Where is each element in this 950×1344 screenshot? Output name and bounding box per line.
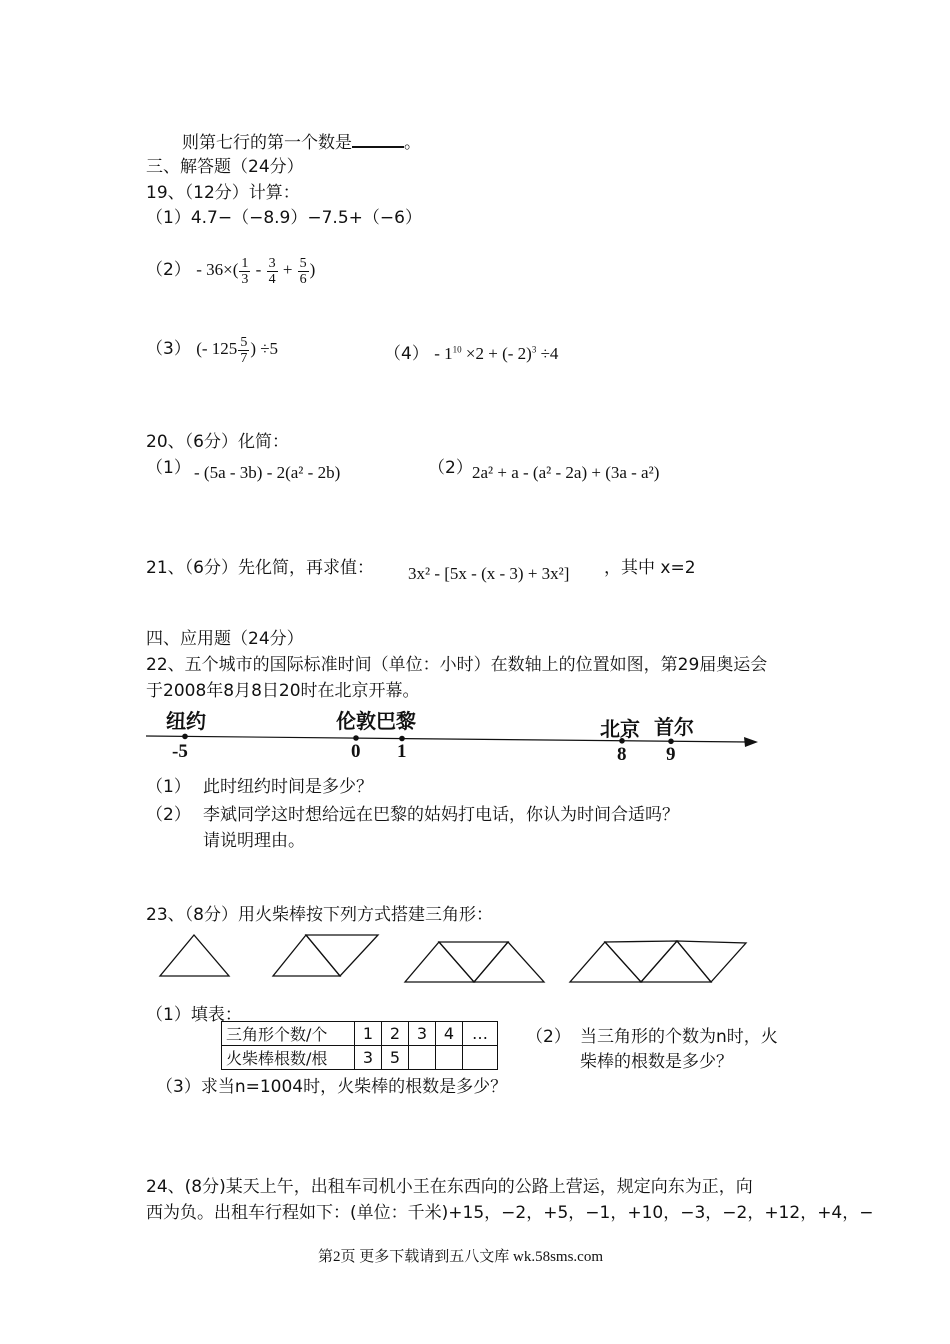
q19-part1: （1）4.7−（−8.9）−7.5+（−6）	[146, 208, 422, 228]
triangle-pattern-4	[570, 941, 746, 982]
term-b: ×2 + (- 2)	[461, 344, 532, 363]
table-cell: 2	[382, 1022, 409, 1046]
table-cell-blank	[436, 1046, 463, 1070]
q19-part2	[146, 255, 315, 287]
table-cell: 1	[355, 1022, 382, 1046]
tick-london: 0	[351, 741, 361, 762]
q20-title: 20、（6分）化简：	[146, 432, 289, 452]
q23-part2-line1: 当三角形的个数为n时，火	[580, 1027, 778, 1047]
q19-part2-expr	[196, 255, 316, 287]
city-seoul: 首尔	[654, 715, 694, 739]
q22-line2: 于2008年8月8日20时在北京开幕。	[146, 681, 420, 701]
table-cell: 5	[382, 1046, 409, 1070]
city-london-paris: 伦敦巴黎	[336, 709, 416, 733]
q21-expr: 3x² - [5x - (x - 3) + 3x²]	[408, 564, 570, 583]
fraction-1-3	[239, 256, 250, 287]
q18-tail	[182, 128, 421, 153]
den: 7	[240, 350, 248, 366]
city-beijing: 北京	[600, 717, 640, 741]
num: 5	[240, 334, 248, 350]
q22-q2: 李斌同学这时想给远在巴黎的姑妈打电话，你认为时间合适吗？	[203, 805, 679, 825]
q19-part3-expr	[196, 334, 279, 366]
expr-post: )	[309, 260, 316, 279]
q20-part1-expr: - (5a - 3b) - 2(a² - 2b)	[194, 463, 341, 482]
section3-title: 三、解答题（24分）	[146, 157, 304, 177]
triangle-pattern-1	[160, 935, 229, 976]
q19-part4	[384, 339, 558, 364]
expr-post: ) ÷5	[250, 339, 279, 358]
q19-part4-expr	[434, 344, 558, 363]
term-a: - 1	[434, 344, 453, 363]
table-cell: 3	[409, 1022, 436, 1046]
q19-title: 19、（12分）计算：	[146, 183, 300, 203]
num: 5	[299, 255, 307, 271]
point-london	[353, 735, 359, 741]
fraction-3-4	[267, 256, 278, 287]
q19-part3-label: （3）	[146, 339, 191, 359]
table-cell-blank	[463, 1046, 498, 1070]
q21-title: 21、（6分）先化简，再求值：	[146, 558, 374, 578]
table-cell-blank	[409, 1046, 436, 1070]
q19-part3	[146, 334, 278, 366]
page-footer: 第2页 更多下载请到五八文库 wk.58sms.com	[318, 1249, 604, 1265]
matchstick-table	[221, 1021, 498, 1070]
row-header: 火柴棒根数/根	[222, 1046, 355, 1070]
q19-part2-label: （2）	[146, 260, 191, 280]
q24-line1: 24、(8分)某天上午，出租车司机小王在东西向的公路上营运，规定向东为正，向	[146, 1177, 753, 1197]
q23-part2-line2: 柴棒的根数是多少？	[580, 1052, 733, 1072]
den: 4	[268, 271, 276, 287]
answer-blank	[352, 132, 404, 148]
tick-newyork: -5	[172, 741, 188, 762]
q21-tail: ，其中 x=2	[604, 558, 696, 578]
table-cell: …	[463, 1022, 498, 1046]
section4-title: 四、应用题（24分）	[146, 629, 304, 649]
row-header: 三角形个数/个	[222, 1022, 355, 1046]
table-row	[222, 1022, 498, 1046]
q20-part1-label: （1）	[146, 458, 191, 478]
triangle-pattern-3	[405, 942, 544, 982]
fraction-5-6	[298, 256, 309, 287]
q23-title: 23、（8分）用火柴棒按下列方式搭建三角形：	[146, 905, 493, 925]
table-cell: 4	[436, 1022, 463, 1046]
den: 3	[241, 271, 249, 287]
triangle-pattern-2	[273, 935, 378, 976]
table-row	[222, 1046, 498, 1070]
q23-part1: （1）填表：	[146, 1005, 242, 1025]
q22-q1: 此时纽约时间是多少？	[203, 777, 373, 797]
point-newyork	[182, 734, 188, 740]
num: 1	[241, 255, 249, 271]
q23-part2-label: （2）	[526, 1027, 571, 1047]
op-plus: +	[278, 260, 297, 279]
q20-part2-label: （2）	[428, 458, 473, 478]
den: 6	[299, 271, 307, 287]
tick-paris: 1	[397, 741, 407, 762]
num: 3	[268, 255, 276, 271]
q20-part2-expr: 2a² + a - (a² - 2a) + (3a - a²)	[472, 463, 660, 482]
q24-line2: 西为负。出租车行程如下：(单位：千米)+15，−2，+5，−1，+10，−3，−2，+12，+4，−	[146, 1203, 874, 1223]
tick-seoul: 9	[666, 744, 676, 765]
expr-pre: - 36×(	[196, 260, 239, 279]
q22-q2-label: （2）	[146, 805, 191, 825]
exponent: 3	[531, 344, 537, 355]
tick-beijing: 8	[617, 744, 627, 765]
fraction-5-7	[238, 335, 249, 366]
op-minus: -	[251, 260, 266, 279]
city-newyork: 纽约	[166, 709, 206, 733]
q22-q2b: 请说明理由。	[203, 831, 305, 851]
q23-part3: （3）求当n=1004时，火柴棒的根数是多少？	[156, 1077, 508, 1097]
expr-pre: (- 125	[196, 339, 238, 358]
q22-line1: 22、五个城市的国际标准时间（单位：小时）在数轴上的位置如图，第29届奥运会	[146, 655, 768, 675]
arrow-head-icon	[744, 737, 758, 747]
q18-text: 则第七行的第一个数是	[182, 133, 352, 153]
q19-part4-label: （4）	[384, 344, 429, 364]
table-cell: 3	[355, 1046, 382, 1070]
exponent: 10	[452, 344, 462, 355]
term-c: ÷4	[536, 344, 559, 363]
q18-end: 。	[404, 133, 421, 153]
matchstick-triangles-figure	[150, 930, 760, 986]
q22-q1-label: （1）	[146, 777, 191, 797]
